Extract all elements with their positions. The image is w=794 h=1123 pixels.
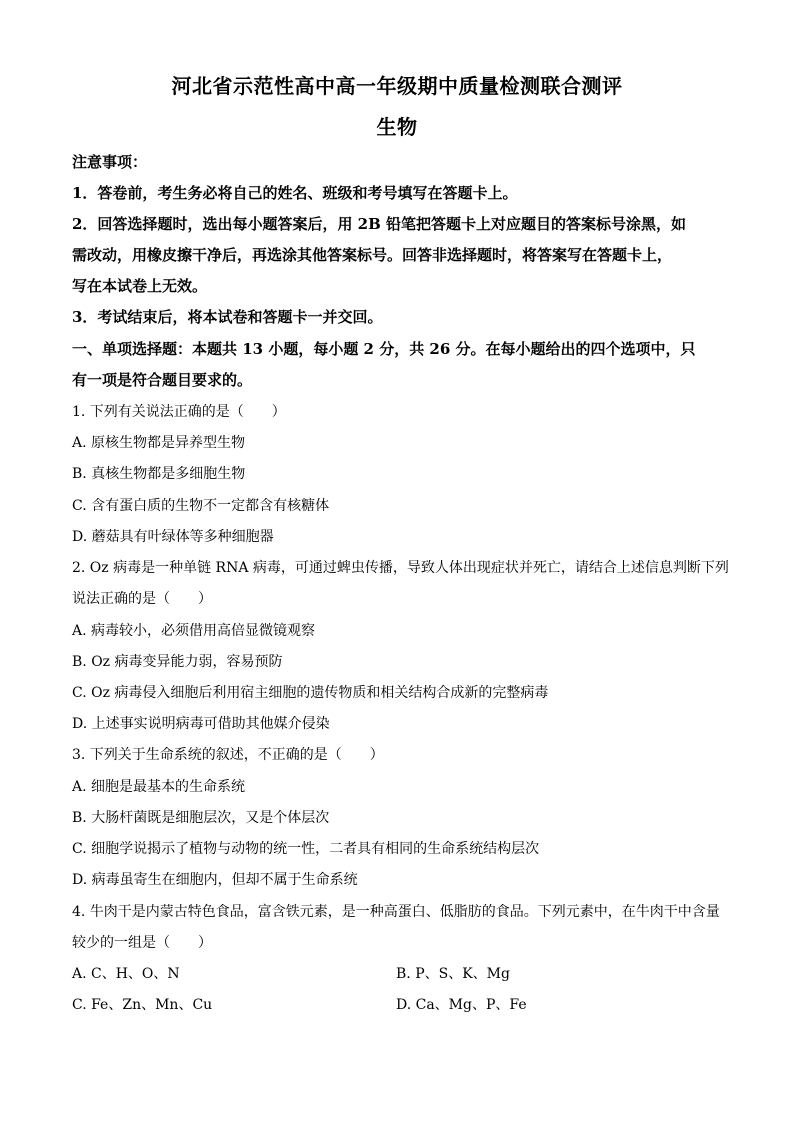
notice-item-2-end: 写在本试卷上无效。	[72, 277, 208, 295]
question-4-option-b: B. P、S、K、Mg	[396, 966, 510, 982]
question-2-stem: 2. Oz 病毒是一种单链 RNA 病毒，可通过蜱虫传播，导致人体出现症状并死亡，请结合上述信息判断下列	[72, 560, 729, 576]
question-4-option-d: D. Ca、Mg、P、Fe	[396, 997, 527, 1013]
question-2-option-c: C. Oz 病毒侵入细胞后利用宿主细胞的遗传物质和相关结构合成新的完整病毒	[72, 685, 549, 701]
notice-item-2-cont: 需改动，用橡皮擦干净后，再选涂其他答案标号。回答非选择题时，将答案写在答题卡上，	[72, 246, 673, 264]
notice-item-3: 3．考试结束后，将本试卷和答题卡一并交回。	[72, 308, 383, 326]
question-4-option-c: C. Fe、Zn、Mn、Cu	[72, 997, 213, 1013]
question-1-option-c: C. 含有蛋白质的生物不一定都含有核糖体	[72, 498, 330, 514]
notice-item-2: 2．回答选择题时，选出每小题答案后，用 2B 铅笔把答题卡上对应题目的答案标号涂黑，如	[72, 215, 687, 233]
question-1-option-a: A. 原核生物都是异养型生物	[72, 435, 246, 451]
question-3-option-c: C. 细胞学说揭示了植物与动物的统一性，二者具有相同的生命系统结构层次	[72, 841, 540, 857]
question-1-option-b: B. 真核生物都是多细胞生物	[72, 466, 246, 482]
question-4-stem: 4. 牛肉干是内蒙古特色食品，富含铁元素，是一种高蛋白、低脂肪的食品。下列元素中，在牛肉干中含量	[72, 904, 720, 920]
question-3-option-b: B. 大肠杆菌既是细胞层次，又是个体层次	[72, 810, 330, 826]
page-title: 河北省示范性高中高一年级期中质量检测联合测评	[171, 74, 623, 98]
question-1-option-d: D. 蘑菇具有叶绿体等多种细胞器	[72, 529, 274, 545]
question-2-stem-cont: 说法正确的是（ ）	[72, 591, 212, 607]
notice-heading: 注意事项：	[72, 153, 148, 171]
subject-title: 生物	[376, 115, 418, 139]
question-3-option-a: A. 细胞是最基本的生命系统	[72, 779, 246, 795]
question-4-option-a: A. C、H、O、N	[72, 966, 180, 982]
question-3-option-d: D. 病毒虽寄生在细胞内，但却不属于生命系统	[72, 872, 358, 888]
section-heading: 一、单项选择题：本题共 13 小题，每小题 2 分，共 26 分。在每小题给出的四个选项中，只	[72, 340, 696, 358]
question-1-stem: 1. 下列有关说法正确的是（ ）	[72, 404, 286, 420]
question-2-option-a: A. 病毒较小，必须借用高倍显微镜观察	[72, 623, 316, 639]
question-2-option-b: B. Oz 病毒变异能力弱，容易预防	[72, 654, 283, 670]
notice-item-1: 1．答卷前，考生务必将自己的姓名、班级和考号填写在答题卡上。	[72, 184, 518, 202]
question-3-stem: 3. 下列关于生命系统的叙述，不正确的是（ ）	[72, 747, 384, 763]
section-heading-cont: 有一项是符合题目要求的。	[72, 371, 253, 389]
question-4-stem-cont: 较少的一组是（ ）	[72, 935, 212, 951]
question-2-option-d: D. 上述事实说明病毒可借助其他媒介侵染	[72, 716, 330, 732]
